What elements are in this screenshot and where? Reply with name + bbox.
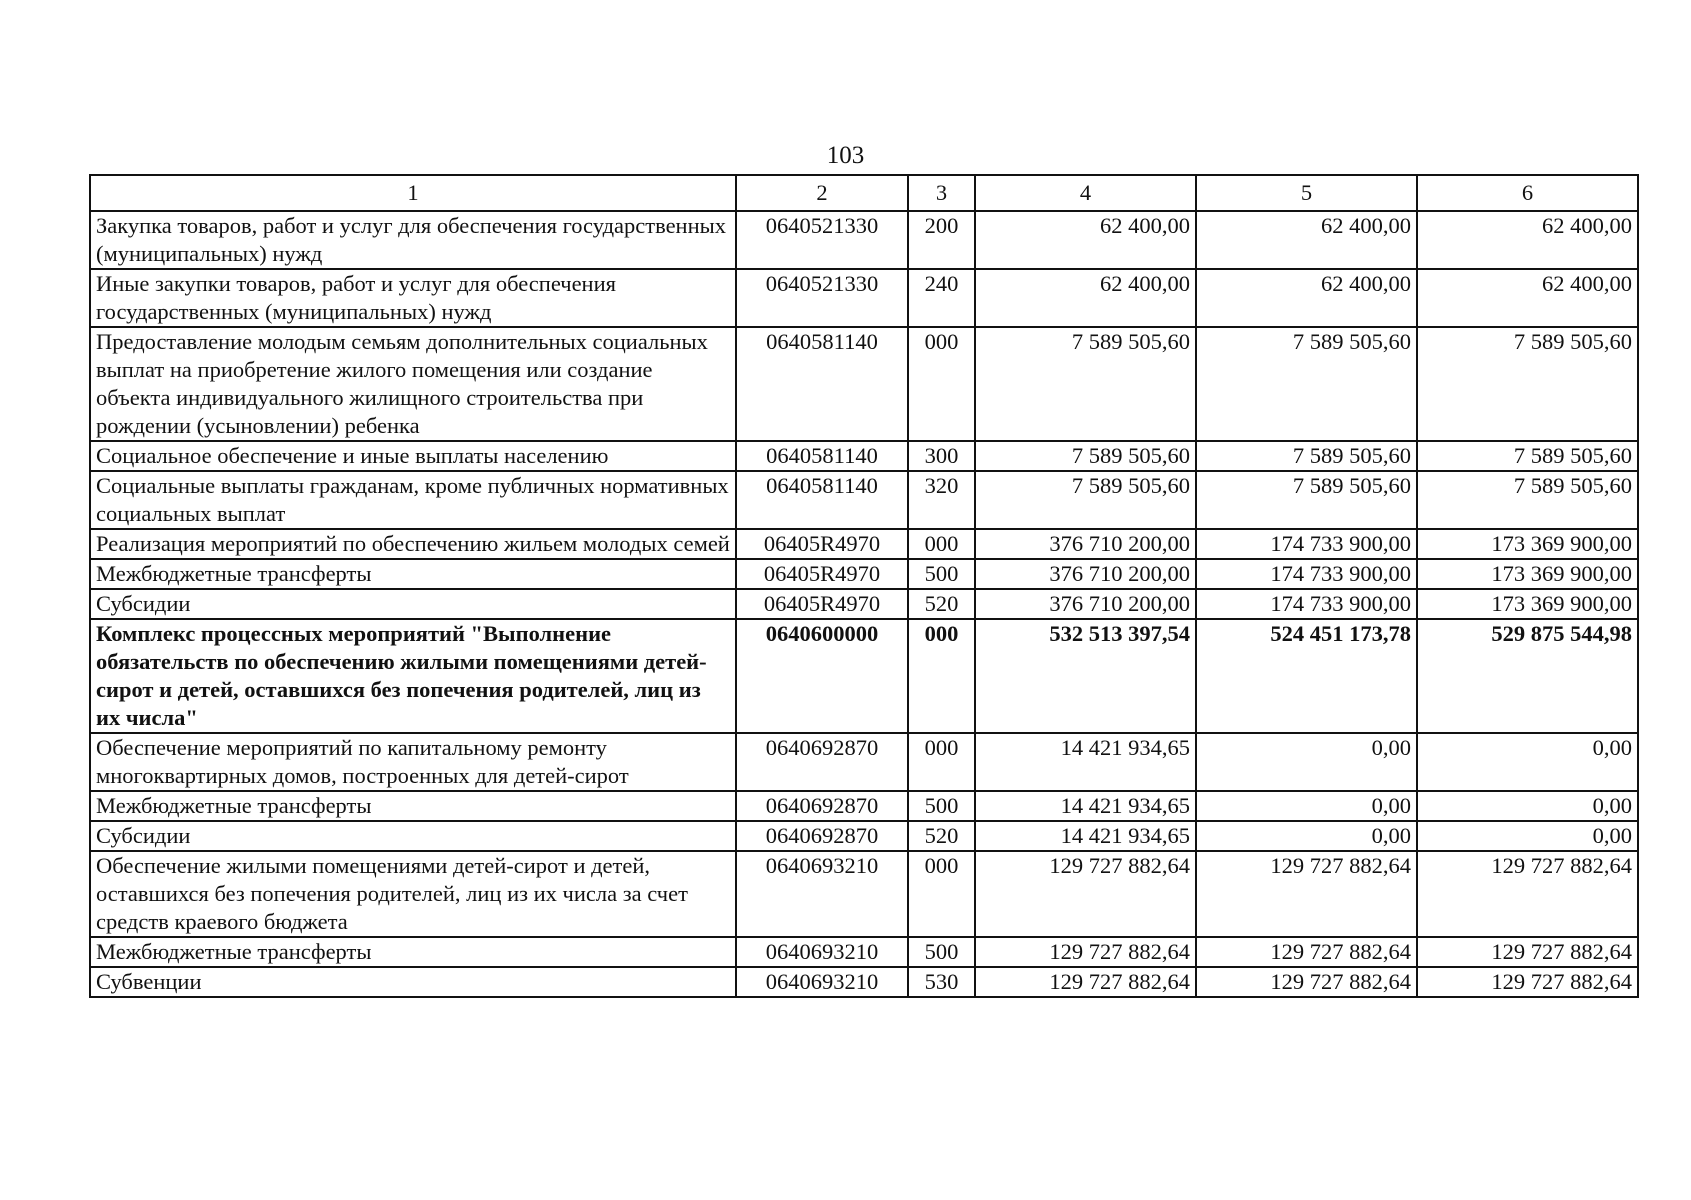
- row-value-4-cell: 376 710 200,00: [975, 589, 1196, 619]
- row-value-4-cell: 129 727 882,64: [975, 851, 1196, 937]
- row-value-5-cell: 0,00: [1196, 791, 1417, 821]
- row-value-6-cell: 7 589 505,60: [1417, 471, 1638, 529]
- row-name-cell: Закупка товаров, работ и услуг для обеспечения государственных (муниципальных) нужд: [90, 211, 736, 269]
- table-body: [90, 211, 1638, 997]
- row-value-5-cell: 7 589 505,60: [1196, 441, 1417, 471]
- table-row: [90, 733, 1638, 791]
- row-name-cell: Межбюджетные трансферты: [90, 559, 736, 589]
- row-value-5-cell: 129 727 882,64: [1196, 851, 1417, 937]
- row-value-5-cell: 129 727 882,64: [1196, 937, 1417, 967]
- row-value-4-cell: 376 710 200,00: [975, 559, 1196, 589]
- row-name-cell: Субвенции: [90, 967, 736, 997]
- row-value-4-cell: 62 400,00: [975, 211, 1196, 269]
- row-code-cell: 0640581140: [736, 327, 908, 441]
- row-name-cell: Межбюджетные трансферты: [90, 937, 736, 967]
- table-row: [90, 327, 1638, 441]
- table-row: [90, 211, 1638, 269]
- row-value-4-cell: 7 589 505,60: [975, 471, 1196, 529]
- column-header-4: 4: [975, 175, 1196, 211]
- row-value-4-cell: 14 421 934,65: [975, 733, 1196, 791]
- row-code-cell: 0640581140: [736, 471, 908, 529]
- row-code-cell: 0640692870: [736, 821, 908, 851]
- row-value-4-cell: 532 513 397,54: [975, 619, 1196, 733]
- row-value-6-cell: 173 369 900,00: [1417, 559, 1638, 589]
- row-vr-cell: 500: [908, 559, 975, 589]
- table-row: [90, 441, 1638, 471]
- row-code-cell: 0640600000: [736, 619, 908, 733]
- row-vr-cell: 500: [908, 791, 975, 821]
- row-value-4-cell: 62 400,00: [975, 269, 1196, 327]
- row-value-4-cell: 14 421 934,65: [975, 791, 1196, 821]
- row-vr-cell: 240: [908, 269, 975, 327]
- row-value-5-cell: 129 727 882,64: [1196, 967, 1417, 997]
- row-value-5-cell: 0,00: [1196, 733, 1417, 791]
- row-vr-cell: 500: [908, 937, 975, 967]
- row-code-cell: 06405R4970: [736, 529, 908, 559]
- row-value-4-cell: 14 421 934,65: [975, 821, 1196, 851]
- row-value-5-cell: 174 733 900,00: [1196, 559, 1417, 589]
- row-code-cell: 0640581140: [736, 441, 908, 471]
- row-value-5-cell: 174 733 900,00: [1196, 589, 1417, 619]
- row-name-cell: Иные закупки товаров, работ и услуг для обеспечения государственных (муниципальных) нужд: [90, 269, 736, 327]
- table-row: [90, 937, 1638, 967]
- row-vr-cell: 520: [908, 589, 975, 619]
- row-value-6-cell: 62 400,00: [1417, 269, 1638, 327]
- row-value-6-cell: 129 727 882,64: [1417, 967, 1638, 997]
- row-vr-cell: 300: [908, 441, 975, 471]
- table-row: [90, 471, 1638, 529]
- row-code-cell: 0640692870: [736, 791, 908, 821]
- row-vr-cell: 000: [908, 733, 975, 791]
- row-name-cell: Обеспечение мероприятий по капитальному ремонту многоквартирных домов, построенных для детей-сирот: [90, 733, 736, 791]
- row-value-5-cell: 7 589 505,60: [1196, 471, 1417, 529]
- row-value-6-cell: 0,00: [1417, 791, 1638, 821]
- row-value-6-cell: 7 589 505,60: [1417, 441, 1638, 471]
- row-vr-cell: 530: [908, 967, 975, 997]
- budget-table: [89, 174, 1639, 998]
- row-vr-cell: 000: [908, 619, 975, 733]
- row-value-5-cell: 174 733 900,00: [1196, 529, 1417, 559]
- row-vr-cell: 000: [908, 327, 975, 441]
- row-vr-cell: 000: [908, 529, 975, 559]
- row-value-6-cell: 0,00: [1417, 821, 1638, 851]
- column-header-vr: 3: [908, 175, 975, 211]
- row-code-cell: 0640521330: [736, 211, 908, 269]
- row-value-5-cell: 524 451 173,78: [1196, 619, 1417, 733]
- table-row: [90, 851, 1638, 937]
- table-row: [90, 821, 1638, 851]
- row-code-cell: 0640693210: [736, 851, 908, 937]
- table-row: [90, 619, 1638, 733]
- row-code-cell: 0640693210: [736, 937, 908, 967]
- row-value-5-cell: 62 400,00: [1196, 269, 1417, 327]
- row-code-cell: 06405R4970: [736, 589, 908, 619]
- table-row: [90, 589, 1638, 619]
- row-name-cell: Субсидии: [90, 821, 736, 851]
- row-vr-cell: 320: [908, 471, 975, 529]
- row-code-cell: 0640692870: [736, 733, 908, 791]
- row-value-6-cell: 173 369 900,00: [1417, 529, 1638, 559]
- row-value-6-cell: 62 400,00: [1417, 211, 1638, 269]
- row-value-6-cell: 529 875 544,98: [1417, 619, 1638, 733]
- row-name-cell: Социальное обеспечение и иные выплаты населению: [90, 441, 736, 471]
- row-value-4-cell: 7 589 505,60: [975, 441, 1196, 471]
- row-value-5-cell: 7 589 505,60: [1196, 327, 1417, 441]
- row-value-4-cell: 7 589 505,60: [975, 327, 1196, 441]
- row-vr-cell: 200: [908, 211, 975, 269]
- page-number: 103: [826, 142, 865, 169]
- row-value-5-cell: 0,00: [1196, 821, 1417, 851]
- row-code-cell: 06405R4970: [736, 559, 908, 589]
- column-header-code: 2: [736, 175, 908, 211]
- row-value-5-cell: 62 400,00: [1196, 211, 1417, 269]
- row-name-cell: Комплекс процессных мероприятий "Выполнение обязательств по обеспечению жилыми помещениями детей-сирот и детей, оставшихся без попечения родителей, лиц из их числа": [90, 619, 736, 733]
- column-header-5: 5: [1196, 175, 1417, 211]
- row-vr-cell: 520: [908, 821, 975, 851]
- row-vr-cell: 000: [908, 851, 975, 937]
- row-value-4-cell: 129 727 882,64: [975, 937, 1196, 967]
- row-value-6-cell: 173 369 900,00: [1417, 589, 1638, 619]
- table-row: [90, 559, 1638, 589]
- row-name-cell: Реализация мероприятий по обеспечению жильем молодых семей: [90, 529, 736, 559]
- row-name-cell: Предоставление молодым семьям дополнительных социальных выплат на приобретение жилого помещения или создание объекта индивидуального жилищного строительства при рождении (усыновлении) ребенка: [90, 327, 736, 441]
- row-code-cell: 0640521330: [736, 269, 908, 327]
- table-row: [90, 967, 1638, 997]
- column-header-6: 6: [1417, 175, 1638, 211]
- row-name-cell: Социальные выплаты гражданам, кроме публичных нормативных социальных выплат: [90, 471, 736, 529]
- row-value-4-cell: 376 710 200,00: [975, 529, 1196, 559]
- table-row: [90, 791, 1638, 821]
- row-code-cell: 0640693210: [736, 967, 908, 997]
- table-row: [90, 269, 1638, 327]
- row-value-6-cell: 7 589 505,60: [1417, 327, 1638, 441]
- table-row: [90, 529, 1638, 559]
- row-value-6-cell: 129 727 882,64: [1417, 851, 1638, 937]
- row-value-6-cell: 129 727 882,64: [1417, 937, 1638, 967]
- row-name-cell: Межбюджетные трансферты: [90, 791, 736, 821]
- table-header-row: [90, 175, 1638, 211]
- row-name-cell: Обеспечение жилыми помещениями детей-сирот и детей, оставшихся без попечения родителей, лиц из их числа за счет средств краевого бюджета: [90, 851, 736, 937]
- column-header-name: 1: [90, 175, 736, 211]
- row-value-6-cell: 0,00: [1417, 733, 1638, 791]
- row-name-cell: Субсидии: [90, 589, 736, 619]
- row-value-4-cell: 129 727 882,64: [975, 967, 1196, 997]
